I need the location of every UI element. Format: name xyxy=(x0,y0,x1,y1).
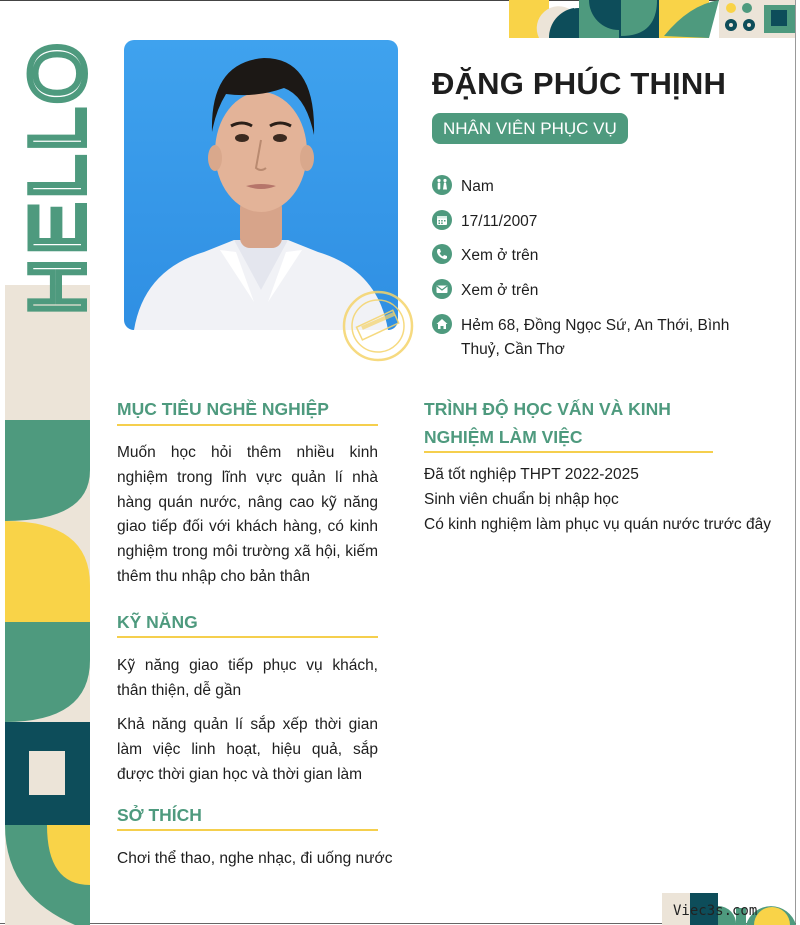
profile-photo xyxy=(124,40,398,330)
skills-rule xyxy=(117,636,378,638)
address-line-1: Hẻm 68, Đồng Ngọc Sứ, An Thới, Bình xyxy=(461,317,730,334)
hobbies-text: Chơi thể thao, nghe nhạc, đi uống nước xyxy=(117,850,393,867)
objective-title: MỤC TIÊU NGHỀ NGHIỆP xyxy=(117,399,329,419)
phone-row xyxy=(432,244,538,268)
hobbies-rule xyxy=(117,829,378,831)
skill-item: Khả năng quản lí sắp xếp thời gian làm việc linh hoạt, hiệu quả, sắp được thời gian học và thời gian làm xyxy=(117,716,378,783)
skill-item: Kỹ năng giao tiếp phục vụ khách, thân thiện, dễ gần xyxy=(117,657,378,699)
left-decor-strip xyxy=(5,285,90,925)
address-line-2: Thuỷ, Cần Thơ xyxy=(461,341,565,358)
email-row xyxy=(432,279,538,303)
home-icon xyxy=(432,314,452,334)
hello-vertical-text xyxy=(13,39,101,315)
best-received-stamp-icon xyxy=(340,288,416,364)
objective-rule xyxy=(117,424,378,426)
hobbies-title: SỞ THÍCH xyxy=(117,805,202,825)
birthday-value: 17/11/2007 xyxy=(461,213,538,230)
gender-value: Nam xyxy=(461,178,494,195)
email-icon xyxy=(432,279,452,299)
gender-row xyxy=(432,175,494,199)
person-portrait-icon xyxy=(124,40,398,330)
education-item: Có kinh nghiệm làm phục vụ quán nước trước đây xyxy=(424,516,771,533)
birthday-row xyxy=(432,210,537,234)
candidate-name: ĐẶNG PHÚC THỊNH xyxy=(432,66,727,101)
phone-value: Xem ở trên xyxy=(461,247,539,264)
calendar-icon xyxy=(432,210,452,230)
email-value: Xem ở trên xyxy=(461,282,539,299)
education-item: Sinh viên chuẩn bị nhập học xyxy=(424,491,619,508)
education-item: Đã tốt nghiệp THPT 2022-2025 xyxy=(424,466,639,483)
hello-text: HELLO xyxy=(13,39,101,315)
objective-text: Muốn học hỏi thêm nhiều kinh nghiệm trong lĩnh vực quản lí nhà hàng quán nước, nâng cao kỹ năng giao tiếp đối với khách hàng, có kinh nghiệm trong môi trường xã hội, kiếm thêm thu nhập cho bản thân xyxy=(117,444,378,585)
right-border xyxy=(795,0,796,925)
education-rule xyxy=(424,451,713,453)
education-title-line-2: NGHIỆM LÀM VIỆC xyxy=(424,427,583,447)
gender-icon xyxy=(432,175,452,195)
address-row xyxy=(432,314,729,362)
watermark: Viec3s.com xyxy=(673,903,758,919)
education-title-line-1: TRÌNH ĐỘ HỌC VẤN VÀ KINH xyxy=(424,399,671,419)
top-decor xyxy=(509,0,795,38)
job-title-badge: NHÂN VIÊN PHỤC VỤ xyxy=(432,113,628,144)
skills-title: KỸ NĂNG xyxy=(117,612,198,632)
phone-icon xyxy=(432,244,452,264)
address-value xyxy=(461,314,729,362)
